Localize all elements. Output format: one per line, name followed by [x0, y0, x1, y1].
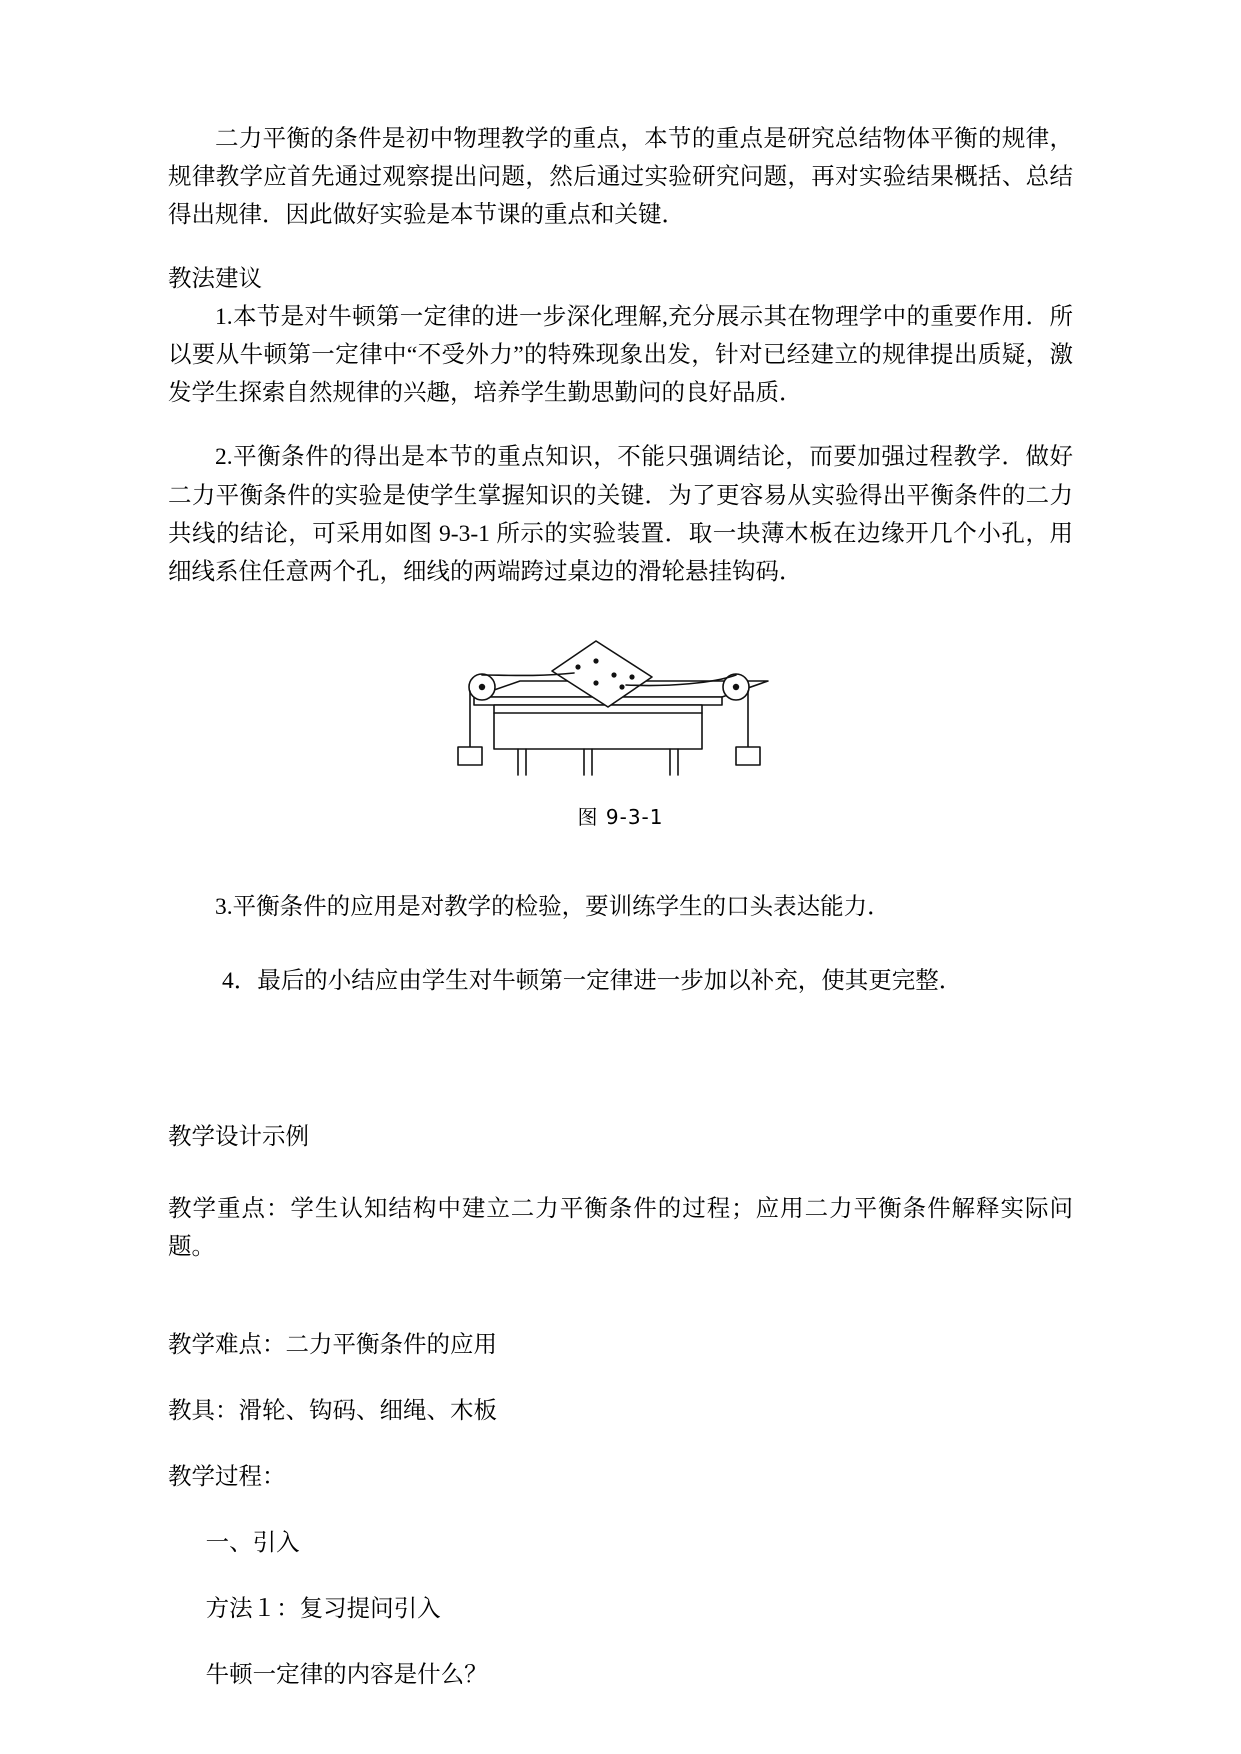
figure-block [168, 625, 1073, 830]
paragraph-advice-2: 2.平衡条件的得出是本节的重点知识，不能只强调结论，而要加强过程教学．做好二力平衡条件的实验是使学生掌握知识的关键．为了更容易从实验得出平衡条件的二力共线的结论，可采用如图 9-3-1 所示的实验装置．取一块薄木板在边缘开几个小孔，用细线系住任意两个孔，细线的两端跨过桌边的滑轮悬挂钩码． [168, 444, 1073, 585]
paragraph-advice-3: 3.平衡条件的应用是对教学的检验，要训练学生的口头表达能力． [215, 893, 891, 920]
spacer [168, 1266, 1073, 1292]
paragraph-apparatus: 教具：滑轮、钩码、细绳、木板 [168, 1398, 497, 1425]
heading-design-example: 教学设计示例 [168, 1123, 309, 1150]
paragraph-section-one: 一、引入 [205, 1530, 300, 1557]
figure-caption: 图 9-3-1 [577, 804, 664, 829]
table-pulley-apparatus-illustration [456, 625, 786, 795]
heading-teaching-advice: 教法建议 [168, 266, 262, 293]
paragraph-method-one: 方法１：复习提问引入 [205, 1596, 441, 1623]
document-body [168, 120, 1073, 1694]
paragraph-advice-1: 1.本节是对牛顿第一定律的进一步深化理解,充分展示其在物理学中的重要作用．所以要从牛顿第一定律中“不受外力”的特殊现象出发，针对已经建立的规律提出质疑，激发学生探索自然规律的兴趣，培养学生勤思勤问的良好品质． [168, 304, 1073, 407]
paragraph-difficulty: 教学难点：二力平衡条件的应用 [168, 1332, 497, 1358]
paragraph-key-point: 教学重点：学生认知结构中建立二力平衡条件的过程；应用二力平衡条件解释实际问题。 [168, 1195, 1073, 1260]
spacer [168, 412, 1073, 438]
paragraph-question-one: 牛顿一定律的内容是什么？ [205, 1662, 488, 1689]
paragraph-process-heading: 教学过程： [168, 1464, 286, 1491]
paragraph-intro: 二力平衡的条件是初中物理教学的重点，本节的重点是研究总结物体平衡的规律，规律教学应首先通过观察提出问题，然后通过实验研究问题，再对实验结果概括、总结得出规律．因此做好实验是本节课的重点和关键． [168, 126, 1073, 229]
spacer [168, 234, 1073, 260]
paragraph-advice-4: 4．最后的小结应由学生对牛顿第一定律进一步加以补充，使其更完整． [222, 967, 963, 994]
spacer [168, 1000, 1073, 1118]
